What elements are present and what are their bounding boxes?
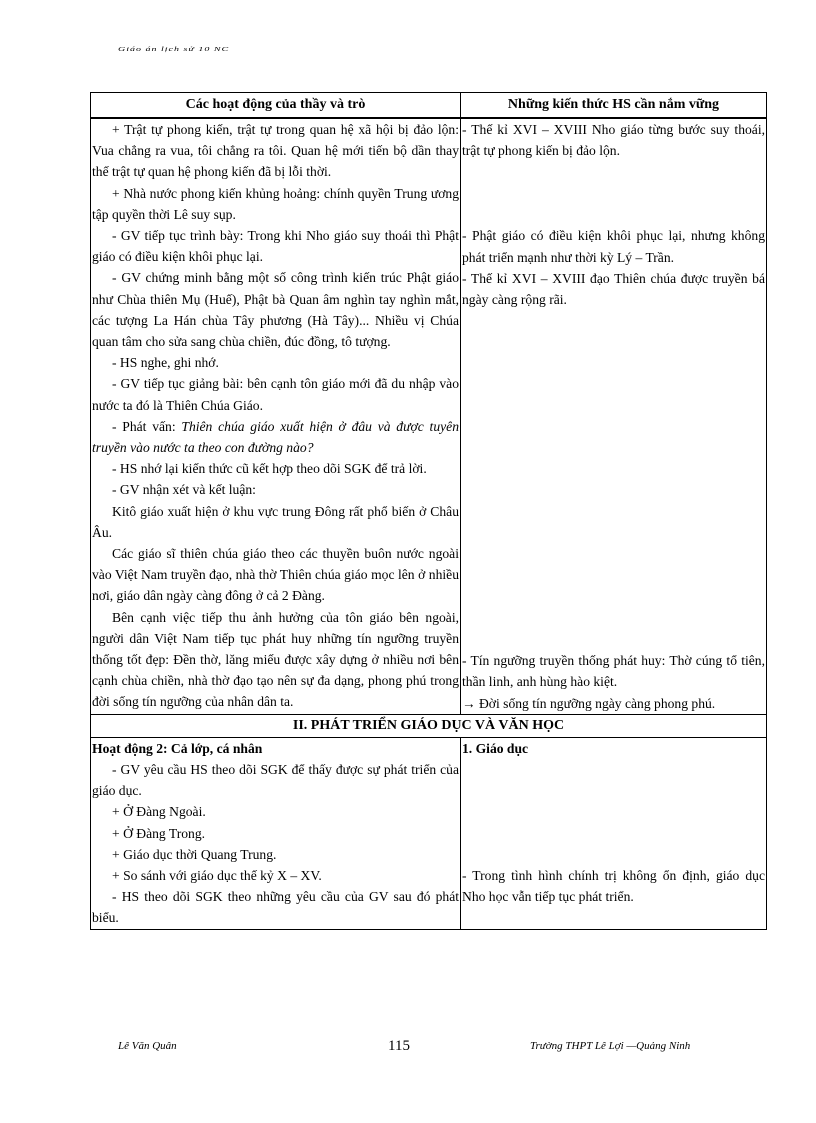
running-header: Giáo án lịch sử 10 NC xyxy=(118,46,230,53)
table-row xyxy=(91,737,767,929)
paragraph: - GV tiếp tục giảng bài: bên cạnh tôn giáo mới đã du nhập vào nước ta đó là Thiên Chúa Giáo. xyxy=(92,376,459,413)
table-row xyxy=(91,118,767,714)
col2-header: Những kiến thức HS cần nắm vững xyxy=(461,93,767,119)
question-paragraph xyxy=(92,416,459,458)
page-number: 115 xyxy=(388,1038,410,1054)
col1-header: Các hoạt động của thầy và trò xyxy=(91,93,461,119)
section-row xyxy=(91,714,767,737)
paragraph: - Trong tình hình chính trị không ổn định, giáo dục Nho học vẫn tiếp tục phát triển. xyxy=(462,868,765,905)
knowledge-cell xyxy=(461,737,767,929)
section-title: II. PHÁT TRIỂN GIÁO DỤC VÀ VĂN HỌC xyxy=(91,714,767,737)
lesson-table xyxy=(90,92,767,930)
paragraph: Bên cạnh việc tiếp thu ảnh hưởng của tôn giáo bên ngoài, người dân Việt Nam tiếp tục phát huy những tín ngưỡng truyền thống tốt đẹp: Đền thờ, lăng miếu được xây dựng ở nhiều nơi bên cạnh chùa chiền, nhà thờ đạo tạo nên sự đa dạng, phong phú trong đời sống tín ngưỡng của nhân dân ta. xyxy=(92,609,459,710)
paragraph: → Đời sống tín ngưỡng ngày càng phong phú. xyxy=(462,695,716,711)
paragraph: - Phật giáo có điều kiện khôi phục lại, nhưng không phát triển mạnh như thời kỳ Lý – Trần. xyxy=(462,228,765,265)
teacher-activities-cell xyxy=(91,737,461,929)
paragraph: - GV yêu cầu HS theo dõi SGK để thấy được sự phát triển của giáo dục. xyxy=(92,762,459,799)
paragraph: - GV nhận xét và kết luận: xyxy=(112,482,256,498)
paragraph: Kitô giáo xuất hiện ở khu vực trung Đông rất phổ biến ở Châu Âu. xyxy=(92,503,459,540)
footer-author: Lê Văn Quân xyxy=(118,1040,177,1052)
paragraph: - Thế kỉ XVI – XVIII Nho giáo từng bước suy thoái, trật tự phong kiến bị đảo lộn. xyxy=(462,122,765,159)
paragraph: + Ở Đàng Ngoài. xyxy=(112,804,206,820)
paragraph: + Trật tự phong kiến, trật tự trong quan hệ xã hội bị đảo lộn: Vua chẳng ra vua, tôi chẳng ra tôi. Quan hệ mới tiến bộ dần thay thế trật tự quan hệ phong kiến đã bị lỗi thời. xyxy=(92,122,459,180)
paragraph: + So sánh với giáo dục thế kỷ X – XV. xyxy=(112,868,322,884)
teacher-activities-cell xyxy=(91,118,461,714)
paragraph: - Tín ngưỡng truyền thống phát huy: Thờ cúng tổ tiên, thần linh, anh hùng hào kiệt. xyxy=(462,653,765,690)
question-text: Thiên chúa giáo xuất hiện ở đâu và được tuyên truyền vào nước ta theo con đường nào? xyxy=(92,418,459,456)
subsection-title: 1. Giáo dục xyxy=(462,740,529,756)
paragraph: - GV tiếp tục trình bày: Trong khi Nho giáo suy thoái thì Phật giáo có điều kiện khôi phục lại. xyxy=(92,228,459,265)
paragraph: - HS nhớ lại kiến thức cũ kết hợp theo dõi SGK để trả lời. xyxy=(112,461,427,477)
footer-school: Trường THPT Lê Lợi —Quảng Ninh xyxy=(530,1040,691,1052)
paragraph: - GV chứng minh bằng một số công trình kiến trúc Phật giáo như Chùa thiên Mụ (Huế), Phật bà Quan âm nghìn tay nghìn mắt, các tượng La Hán chùa Tây phương (Hà Tây)... Nhiều vị Chúa quan tâm cho sửa sang chùa chiền, đúc đồng, tô tượng. xyxy=(92,270,459,350)
activity-title: Hoạt động 2: Cả lớp, cá nhân xyxy=(92,740,263,756)
knowledge-cell xyxy=(461,118,767,714)
paragraph: Các giáo sĩ thiên chúa giáo theo các thuyền buôn nước ngoài vào Việt Nam truyền đạo, nhà thờ Thiên chúa giáo mọc lên ở nhiều nơi, giáo dân ngày càng đông ở cả 2 Đàng. xyxy=(92,546,459,604)
paragraph: + Ở Đàng Trong. xyxy=(112,825,206,841)
paragraph: - Thế kỉ XVI – XVIII đạo Thiên chúa được truyền bá ngày càng rộng rãi. xyxy=(462,270,765,308)
question-prefix: - Phát vấn: xyxy=(112,418,182,434)
table-header-row xyxy=(91,93,767,119)
paragraph: - HS nghe, ghi nhớ. xyxy=(112,355,219,371)
paragraph: + Nhà nước phong kiến khủng hoảng: chính quyền Trung ương tập quyền thời Lê suy sụp. xyxy=(92,185,459,222)
paragraph: + Giáo dục thời Quang Trung. xyxy=(112,846,277,862)
paragraph: - HS theo dõi SGK theo những yêu cầu của GV sau đó phát biểu. xyxy=(92,889,459,926)
